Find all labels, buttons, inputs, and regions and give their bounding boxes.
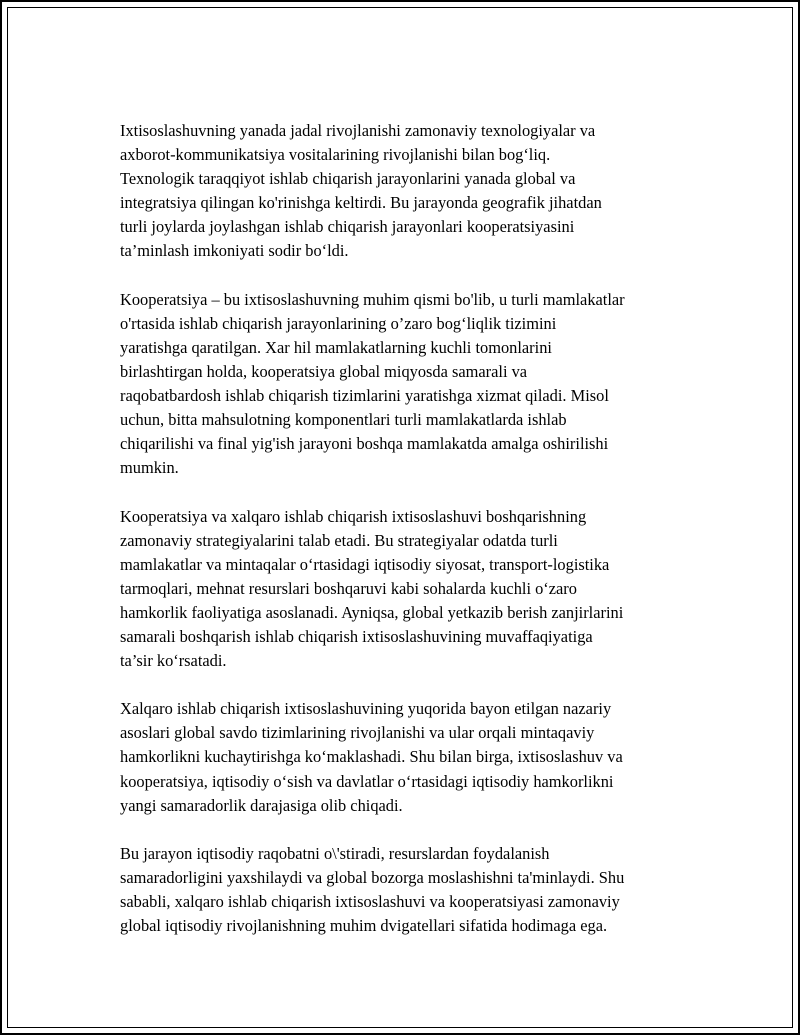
text-line: birlashtirgan holda, kooperatsiya global miqyosda samarali va bbox=[120, 361, 528, 381]
text-line: axborot-kommunikatsiya vositalarining rivojlanishi bilan bog‘liq. bbox=[120, 145, 551, 165]
text-line: kooperatsiya, iqtisodiy o‘sish va davlatlar o‘rtasidagi iqtisodiy hamkorlikni bbox=[120, 771, 614, 791]
text-line: Kooperatsiya – bu ixtisoslashuvning muhim qismi bo'lib, u turli mamlakatlar bbox=[120, 289, 625, 309]
text-line: hamkorlikni kuchaytirishga ko‘maklashadi. Shu bilan birga, ixtisoslashuv va bbox=[120, 747, 623, 767]
text-line: chiqarilishi va final yig'ish jarayoni boshqa mamlakatda amalga oshirilishi bbox=[120, 434, 609, 454]
paragraph-3 bbox=[120, 505, 700, 674]
text-line: sababli, xalqaro ishlab chiqarish ixtisoslashuvi va kooperatsiyasi zamonaviy bbox=[120, 892, 620, 911]
text-line: o'rtasida ishlab chiqarish jarayonlarining o’zaro bog‘liqlik tizimini bbox=[120, 313, 557, 333]
text-line: raqobatbardosh ishlab chiqarish tizimlarini yaratishga xizmat qiladi. Misol bbox=[120, 386, 609, 406]
text-line: hamkorlik faoliyatiga asoslanadi. Ayniqsa, global yetkazib berish zanjirlarini bbox=[120, 602, 624, 622]
text-line: zamonaviy strategiyalarini talab etadi. Bu strategiyalar odatda turli bbox=[120, 530, 558, 550]
paragraph-2 bbox=[120, 288, 700, 481]
text-line: samaradorligini yaxshilaydi va global bozorga moslashishni ta'minlaydi. Shu bbox=[120, 867, 625, 887]
text-line: mumkin. bbox=[120, 458, 179, 478]
text-line: Texnologik taraqqiyot ishlab chiqarish jarayonlarini yanada global va bbox=[120, 169, 576, 189]
text-line: yaratishga qaratilgan. Xar hil mamlakatlarning kuchli tomonlarini bbox=[120, 337, 552, 357]
text-line: Bu jarayon iqtisodiy raqobatni o\'stiradi, resurslardan foydalanish bbox=[120, 843, 550, 863]
text-line: Kooperatsiya va xalqaro ishlab chiqarish ixtisoslashuvi boshqarishning bbox=[120, 506, 587, 526]
text-line: samarali boshqarish ishlab chiqarish ixtisoslashuvining muvaffaqiyatiga bbox=[120, 626, 593, 646]
text-line: global iqtisodiy rivojlanishning muhim dvigatellari sifatida hodimaga ega. bbox=[120, 916, 608, 936]
text-line: ta’sir ko‘rsatadi. bbox=[120, 651, 227, 671]
document-body bbox=[120, 119, 700, 962]
text-line: mamlakatlar va mintaqalar o‘rtasidagi iqtisodiy siyosat, transport-logistika bbox=[120, 554, 610, 574]
text-line: tarmoqlari, mehnat resurslari boshqaruvi kabi sohalarda kuchli o‘zaro bbox=[120, 578, 577, 598]
text-line: uchun, bitta mahsulotning komponentlari turli mamlakatlarda ishlab bbox=[120, 410, 567, 430]
text-line: ta’minlash imkoniyati sodir bo‘ldi. bbox=[120, 241, 349, 261]
text-line: turli joylarda joylashgan ishlab chiqarish jarayonlari kooperatsiyasini bbox=[120, 217, 575, 237]
text-line: integratsiya qilingan ko'rinishga keltirdi. Bu jarayonda geografik jihatdan bbox=[120, 193, 602, 213]
paragraph-4 bbox=[120, 697, 700, 817]
text-line: asoslari global savdo tizimlarining rivojlanishi va ular orqali mintaqaviy bbox=[120, 723, 595, 743]
paragraph-5 bbox=[120, 842, 700, 938]
paragraph-1 bbox=[120, 119, 700, 264]
text-line: Ixtisoslashuvning yanada jadal rivojlanishi zamonaviy texnologiyalar va bbox=[120, 121, 596, 140]
text-line: Xalqaro ishlab chiqarish ixtisoslashuvining yuqorida bayon etilgan nazariy bbox=[120, 699, 612, 719]
text-line: yangi samaradorlik darajasiga olib chiqadi. bbox=[120, 795, 403, 815]
